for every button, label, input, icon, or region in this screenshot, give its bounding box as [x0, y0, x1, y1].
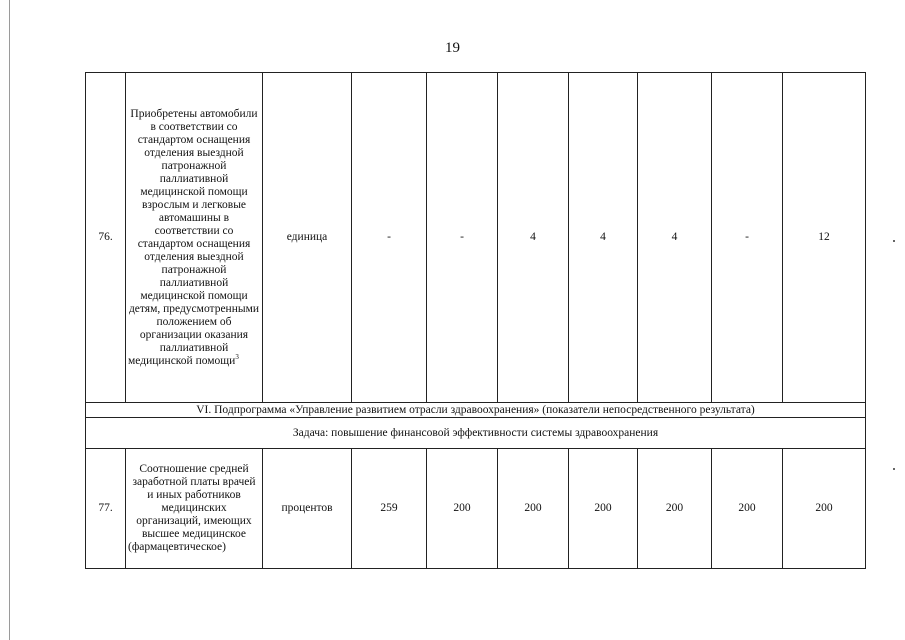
value-cell: -	[352, 73, 427, 403]
footnote-mark: 3	[235, 352, 239, 361]
value-cell: 4	[498, 73, 569, 403]
task-row	[86, 418, 866, 449]
indicator-text: Приобретены автомобили в соответствии со стандартом оснащения отделения выездной патронажной паллиативной медицинской помощи взрослым и легковые автомашины в соответствии со стандартом оснащения отделения выездной патронажной паллиативной медицинской помощи детям, предусмотренными положением об организации оказания паллиативной медицинской помощи	[128, 107, 260, 367]
indicator-description	[126, 73, 263, 403]
value-cell: 200	[427, 449, 498, 569]
value-cell: 12	[783, 73, 866, 403]
section-title: VI. Подпрограмма «Управление развитием отрасли здравоохранения» (показатели непосредственного результата)	[86, 403, 866, 418]
indicator-description: Соотношение средней заработной платы врачей и иных работников медицинских организаций, имеющих высшее медицинское (фармацевтическое)	[126, 449, 263, 569]
value-cell: -	[427, 73, 498, 403]
value-cell: 200	[569, 449, 638, 569]
page-number: 19	[445, 40, 460, 56]
section-row	[86, 403, 866, 418]
value-cell: 200	[638, 449, 712, 569]
row-number: 77.	[86, 449, 126, 569]
value-cell: 259	[352, 449, 427, 569]
indicators-table	[85, 72, 866, 569]
value-cell: 4	[569, 73, 638, 403]
row-number: 76.	[86, 73, 126, 403]
unit-cell: процентов	[263, 449, 352, 569]
value-cell: -	[712, 73, 783, 403]
table-row	[86, 73, 866, 403]
table-row	[86, 449, 866, 569]
value-cell: 200	[712, 449, 783, 569]
value-cell: 200	[783, 449, 866, 569]
scan-speck	[893, 468, 895, 470]
unit-cell: единица	[263, 73, 352, 403]
scan-speck	[893, 240, 895, 242]
scan-edge-line	[9, 0, 10, 640]
value-cell: 200	[498, 449, 569, 569]
value-cell: 4	[638, 73, 712, 403]
task-title: Задача: повышение финансовой эффективности системы здравоохранения	[86, 418, 866, 449]
